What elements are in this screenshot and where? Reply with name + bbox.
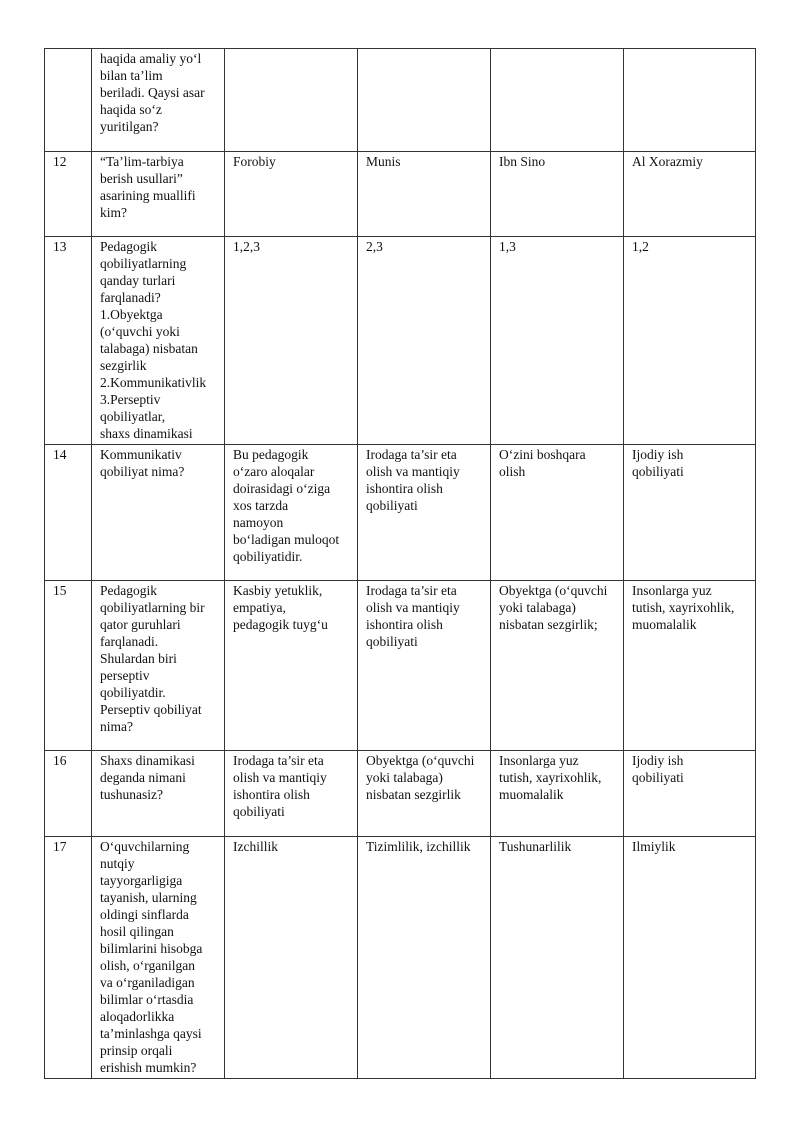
option-d: Ijodiy ish qobiliyati [624, 445, 756, 581]
table-row [45, 237, 756, 445]
question-number: 16 [45, 751, 92, 837]
option-a: Bu pedagogik o‘zaro aloqalar doirasidagi o‘ziga xos tarzda namoyon bo‘ladigan muloqot qobiliyatidir. [225, 445, 358, 581]
table-row [45, 152, 756, 237]
table-row [45, 581, 756, 751]
table-row [45, 445, 756, 581]
option-b: Irodaga ta’sir eta olish va mantiqiy ishontira olish qobiliyati [358, 581, 491, 751]
option-a: Forobiy [225, 152, 358, 237]
option-d: Insonlarga yuz tutish, xayrixohlik, muomalalik [624, 581, 756, 751]
option-b: 2,3 [358, 237, 491, 445]
option-b: Tizimlilik, izchillik [358, 837, 491, 1079]
question-text: Kommunikativ qobiliyat nima? [92, 445, 225, 581]
option-a: Irodaga ta’sir eta olish va mantiqiy ishontira olish qobiliyati [225, 751, 358, 837]
option-a: Izchillik [225, 837, 358, 1079]
option-a [225, 49, 358, 152]
question-number: 12 [45, 152, 92, 237]
quiz-table [44, 48, 756, 1079]
question-text: Pedagogik qobiliyatlarning qanday turlari farqlanadi? 1.Obyektga (o‘quvchi yoki talabaga) nisbatan sezgirlik 2.Kommunikativlik 3.Perseptiv qobiliyatlar, shaxs dinamikasi [92, 237, 225, 445]
question-text: haqida amaliy yo‘l bilan ta’lim beriladi. Qaysi asar haqida so‘z yuritilgan? [92, 49, 225, 152]
option-c: Obyektga (o‘quvchi yoki talabaga) nisbatan sezgirlik; [491, 581, 624, 751]
option-d: Al Xorazmiy [624, 152, 756, 237]
option-b [358, 49, 491, 152]
option-c: Ibn Sino [491, 152, 624, 237]
question-number [45, 49, 92, 152]
table-row [45, 751, 756, 837]
option-c: O‘zini boshqara olish [491, 445, 624, 581]
option-b: Munis [358, 152, 491, 237]
option-d: 1,2 [624, 237, 756, 445]
option-a: Kasbiy yetuklik, empatiya, pedagogik tuyg‘u [225, 581, 358, 751]
option-c: Tushunarlilik [491, 837, 624, 1079]
question-number: 17 [45, 837, 92, 1079]
table-row [45, 837, 756, 1079]
question-text: Shaxs dinamikasi deganda nimani tushunasiz? [92, 751, 225, 837]
option-d: Ilmiylik [624, 837, 756, 1079]
question-number: 14 [45, 445, 92, 581]
option-d [624, 49, 756, 152]
question-text: Pedagogik qobiliyatlarning bir qator guruhlari farqlanadi. Shulardan biri perseptiv qobiliyatdir. Perseptiv qobiliyat nima? [92, 581, 225, 751]
option-b: Irodaga ta’sir eta olish va mantiqiy ishontira olish qobiliyati [358, 445, 491, 581]
question-text: “Ta’lim-tarbiya berish usullari” asarining muallifi kim? [92, 152, 225, 237]
option-b: Obyektga (o‘quvchi yoki talabaga) nisbatan sezgirlik [358, 751, 491, 837]
option-c [491, 49, 624, 152]
option-d: Ijodiy ish qobiliyati [624, 751, 756, 837]
question-text: O‘quvchilarning nutqiy tayyorgarligiga tayanish, ularning oldingi sinflarda hosil qilingan bilimlarini hisobga olish, o‘rganilgan va o‘rganiladigan bilimlar o‘rtasdia aloqadorlikka ta’minlashga qaysi prinsip orqali erishish mumkin? [92, 837, 225, 1079]
table-row [45, 49, 756, 152]
option-a: 1,2,3 [225, 237, 358, 445]
question-number: 15 [45, 581, 92, 751]
question-number: 13 [45, 237, 92, 445]
option-c: 1,3 [491, 237, 624, 445]
option-c: Insonlarga yuz tutish, xayrixohlik, muomalalik [491, 751, 624, 837]
